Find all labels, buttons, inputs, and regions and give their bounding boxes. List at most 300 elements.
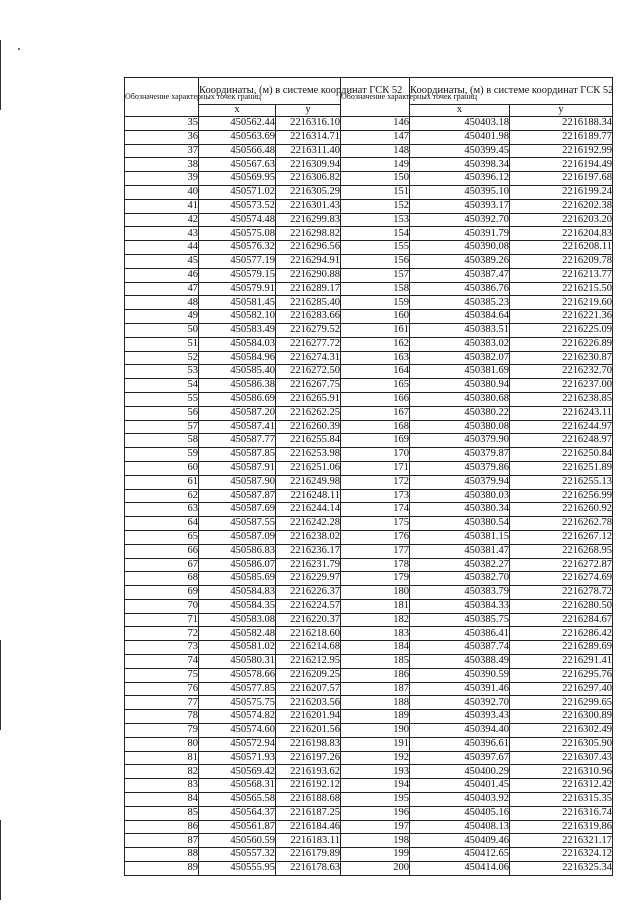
point-number-cell: 160 [341, 310, 410, 324]
y-coordinate-cell: 2216219.60 [510, 296, 613, 310]
x-coordinate-cell: 450405.16 [410, 806, 510, 820]
x-coordinate-cell: 450395.10 [410, 185, 510, 199]
y-coordinate-cell: 2216236.17 [276, 544, 341, 558]
y-coordinate-cell: 2216289.17 [276, 282, 341, 296]
y-coordinate-cell: 2216199.24 [510, 185, 613, 199]
y-coordinate-cell: 2216209.25 [276, 668, 341, 682]
table-row [125, 130, 613, 144]
point-number-cell: 77 [125, 696, 199, 710]
point-number-cell: 181 [341, 599, 410, 613]
y-coordinate-cell: 2216278.72 [510, 586, 613, 600]
point-number-cell: 49 [125, 310, 199, 324]
y-coordinate-cell: 2216267.12 [510, 530, 613, 544]
scan-edge-mark [0, 820, 1, 900]
point-number-cell: 63 [125, 503, 199, 517]
table-row [125, 268, 613, 282]
x-coordinate-cell: 450387.47 [410, 268, 510, 282]
y-coordinate-cell: 2216289.69 [510, 641, 613, 655]
y-coordinate-cell: 2216253.98 [276, 448, 341, 462]
y-coordinate-cell: 2216325.34 [510, 862, 613, 876]
y-coordinate-cell: 2216183.11 [276, 834, 341, 848]
x-coordinate-cell: 450390.08 [410, 241, 510, 255]
point-number-cell: 73 [125, 641, 199, 655]
y-coordinate-cell: 2216208.11 [510, 241, 613, 255]
x-coordinate-cell: 450379.86 [410, 461, 510, 475]
x-coordinate-cell: 450585.40 [199, 365, 276, 379]
table-row [125, 254, 613, 268]
x-coordinate-cell: 450562.44 [199, 117, 276, 131]
point-number-cell: 71 [125, 613, 199, 627]
point-number-cell: 147 [341, 130, 410, 144]
y-coordinate-cell: 2216226.89 [510, 337, 613, 351]
y-coordinate-cell: 2216251.06 [276, 461, 341, 475]
point-number-cell: 177 [341, 544, 410, 558]
y-coordinate-cell: 2216242.28 [276, 517, 341, 531]
x-coordinate-cell: 450400.29 [410, 765, 510, 779]
table-row [125, 489, 613, 503]
x-coordinate-cell: 450567.63 [199, 158, 276, 172]
point-number-cell: 44 [125, 241, 199, 255]
x-coordinate-cell: 450584.83 [199, 586, 276, 600]
table-row [125, 530, 613, 544]
point-number-cell: 192 [341, 751, 410, 765]
y-coordinate-cell: 2216302.49 [510, 724, 613, 738]
y-coordinate-cell: 2216187.25 [276, 806, 341, 820]
table-row [125, 434, 613, 448]
point-number-cell: 80 [125, 737, 199, 751]
point-number-cell: 161 [341, 323, 410, 337]
x-coordinate-cell: 450391.46 [410, 682, 510, 696]
x-coordinate-cell: 450383.02 [410, 337, 510, 351]
x-coordinate-cell: 450381.69 [410, 365, 510, 379]
y-coordinate-cell: 2216203.20 [510, 213, 613, 227]
y-coordinate-cell: 2216231.79 [276, 558, 341, 572]
x-coordinate-cell: 450380.22 [410, 406, 510, 420]
point-number-cell: 162 [341, 337, 410, 351]
x-coordinate-cell: 450379.90 [410, 434, 510, 448]
table-row [125, 503, 613, 517]
y-coordinate-cell: 2216299.83 [276, 213, 341, 227]
y-coordinate-cell: 2216324.12 [510, 848, 613, 862]
x-coordinate-cell: 450564.37 [199, 806, 276, 820]
point-number-cell: 51 [125, 337, 199, 351]
x-coordinate-cell: 450383.79 [410, 586, 510, 600]
y-coordinate-cell: 2216221.36 [510, 310, 613, 324]
y-coordinate-cell: 2216277.72 [276, 337, 341, 351]
point-designation-header: Обозначение характерных точек границ [125, 78, 199, 117]
y-coordinate-cell: 2216314.71 [276, 130, 341, 144]
point-number-cell: 194 [341, 779, 410, 793]
x-coordinate-cell: 450584.03 [199, 337, 276, 351]
table-body [125, 117, 613, 876]
x-coordinate-cell: 450557.32 [199, 848, 276, 862]
y-coordinate-cell: 2216285.40 [276, 296, 341, 310]
coordinates-group-header: Координаты, (м) в системе координат ГСК 52 [410, 78, 613, 105]
table-row [125, 117, 613, 131]
y-coordinate-cell: 2216256.99 [510, 489, 613, 503]
point-number-cell: 38 [125, 158, 199, 172]
point-number-cell: 166 [341, 392, 410, 406]
y-coordinate-cell: 2216262.78 [510, 517, 613, 531]
point-number-cell: 167 [341, 406, 410, 420]
point-number-cell: 58 [125, 434, 199, 448]
y-coordinate-cell: 2216244.14 [276, 503, 341, 517]
y-coordinate-cell: 2216215.50 [510, 282, 613, 296]
y-coordinate-cell: 2216230.87 [510, 351, 613, 365]
table-row [125, 144, 613, 158]
point-number-cell: 66 [125, 544, 199, 558]
x-coordinate-cell: 450384.33 [410, 599, 510, 613]
y-coordinate-cell: 2216280.50 [510, 599, 613, 613]
scan-speck [18, 48, 20, 50]
table-row [125, 572, 613, 586]
x-coordinate-cell: 450380.68 [410, 392, 510, 406]
x-coordinate-cell: 450585.69 [199, 572, 276, 586]
y-coordinate-cell: 2216290.88 [276, 268, 341, 282]
table-row [125, 365, 613, 379]
x-coordinate-cell: 450587.85 [199, 448, 276, 462]
point-number-cell: 165 [341, 379, 410, 393]
point-number-cell: 184 [341, 641, 410, 655]
x-coordinate-cell: 450587.87 [199, 489, 276, 503]
x-coordinate-cell: 450575.75 [199, 696, 276, 710]
point-number-cell: 48 [125, 296, 199, 310]
point-number-cell: 88 [125, 848, 199, 862]
x-coordinate-cell: 450388.49 [410, 655, 510, 669]
point-number-cell: 40 [125, 185, 199, 199]
point-number-cell: 41 [125, 199, 199, 213]
x-coordinate-cell: 450409.46 [410, 834, 510, 848]
x-coordinate-cell: 450401.98 [410, 130, 510, 144]
point-number-cell: 81 [125, 751, 199, 765]
point-number-cell: 76 [125, 682, 199, 696]
x-coordinate-cell: 450384.64 [410, 310, 510, 324]
y-coordinate-cell: 2216209.78 [510, 254, 613, 268]
table-row [125, 448, 613, 462]
point-number-cell: 176 [341, 530, 410, 544]
point-number-cell: 65 [125, 530, 199, 544]
table-row [125, 806, 613, 820]
y-coordinate-cell: 2216265.91 [276, 392, 341, 406]
point-number-cell: 197 [341, 820, 410, 834]
x-coordinate-cell: 450581.45 [199, 296, 276, 310]
y-coordinate-cell: 2216283.66 [276, 310, 341, 324]
point-number-cell: 185 [341, 655, 410, 669]
point-number-cell: 54 [125, 379, 199, 393]
point-number-cell: 42 [125, 213, 199, 227]
point-number-cell: 56 [125, 406, 199, 420]
point-number-cell: 61 [125, 475, 199, 489]
table-row [125, 406, 613, 420]
x-coordinate-cell: 450586.69 [199, 392, 276, 406]
x-coordinate-cell: 450587.90 [199, 475, 276, 489]
x-coordinate-cell: 450391.79 [410, 227, 510, 241]
point-number-cell: 146 [341, 117, 410, 131]
y-coordinate-cell: 2216193.62 [276, 765, 341, 779]
point-number-cell: 168 [341, 420, 410, 434]
y-coordinate-cell: 2216194.49 [510, 158, 613, 172]
x-coordinate-cell: 450583.49 [199, 323, 276, 337]
y-coordinate-cell: 2216201.94 [276, 710, 341, 724]
y-coordinate-cell: 2216184.46 [276, 820, 341, 834]
table-row [125, 724, 613, 738]
y-coordinate-cell: 2216319.86 [510, 820, 613, 834]
point-number-cell: 45 [125, 254, 199, 268]
x-coordinate-cell: 450587.09 [199, 530, 276, 544]
point-number-cell: 159 [341, 296, 410, 310]
table-row [125, 737, 613, 751]
table-row [125, 241, 613, 255]
y-coordinate-cell: 2216188.68 [276, 793, 341, 807]
point-number-cell: 156 [341, 254, 410, 268]
point-number-cell: 153 [341, 213, 410, 227]
x-coordinate-cell: 450566.48 [199, 144, 276, 158]
point-number-cell: 57 [125, 420, 199, 434]
y-coordinate-cell: 2216188.34 [510, 117, 613, 131]
y-coordinate-cell: 2216202.38 [510, 199, 613, 213]
point-number-cell: 148 [341, 144, 410, 158]
point-number-cell: 70 [125, 599, 199, 613]
table-row [125, 751, 613, 765]
y-coordinate-cell: 2216237.00 [510, 379, 613, 393]
y-coordinate-cell: 2216305.90 [510, 737, 613, 751]
x-coordinate-cell: 450393.17 [410, 199, 510, 213]
point-number-cell: 50 [125, 323, 199, 337]
y-coordinate-cell: 2216198.83 [276, 737, 341, 751]
coordinates-group-header: Координаты, (м) в системе координат ГСК 52 [199, 78, 341, 105]
x-coordinate-cell: 450587.91 [199, 461, 276, 475]
y-coordinate-cell: 2216301.43 [276, 199, 341, 213]
x-coordinate-cell: 450583.08 [199, 613, 276, 627]
table-row [125, 641, 613, 655]
x-coordinate-cell: 450587.69 [199, 503, 276, 517]
table-row [125, 599, 613, 613]
x-coordinate-cell: 450586.83 [199, 544, 276, 558]
x-coordinate-cell: 450399.45 [410, 144, 510, 158]
x-coordinate-cell: 450383.51 [410, 323, 510, 337]
point-number-cell: 64 [125, 517, 199, 531]
point-number-cell: 182 [341, 613, 410, 627]
y-coordinate-cell: 2216192.99 [510, 144, 613, 158]
y-coordinate-cell: 2216225.09 [510, 323, 613, 337]
y-coordinate-cell: 2216192.12 [276, 779, 341, 793]
table-row [125, 765, 613, 779]
y-coordinate-cell: 2216232.70 [510, 365, 613, 379]
table-row [125, 172, 613, 186]
table-row [125, 558, 613, 572]
x-coordinate-cell: 450571.02 [199, 185, 276, 199]
point-number-cell: 47 [125, 282, 199, 296]
x-coordinate-cell: 450380.34 [410, 503, 510, 517]
x-coordinate-cell: 450396.61 [410, 737, 510, 751]
point-number-cell: 68 [125, 572, 199, 586]
y-coordinate-cell: 2216295.76 [510, 668, 613, 682]
point-number-cell: 163 [341, 351, 410, 365]
point-number-cell: 74 [125, 655, 199, 669]
table-row [125, 420, 613, 434]
x-coordinate-cell: 450382.70 [410, 572, 510, 586]
point-number-cell: 53 [125, 365, 199, 379]
point-number-cell: 173 [341, 489, 410, 503]
y-coordinate-cell: 2216224.57 [276, 599, 341, 613]
table-row [125, 337, 613, 351]
x-coordinate-cell: 450580.31 [199, 655, 276, 669]
point-number-cell: 195 [341, 793, 410, 807]
y-coordinate-cell: 2216306.82 [276, 172, 341, 186]
y-coordinate-cell: 2216212.95 [276, 655, 341, 669]
x-coordinate-cell: 450380.94 [410, 379, 510, 393]
x-coordinate-cell: 450577.85 [199, 682, 276, 696]
x-coordinate-cell: 450568.31 [199, 779, 276, 793]
table-row [125, 392, 613, 406]
table-row [125, 185, 613, 199]
x-coordinate-cell: 450408.13 [410, 820, 510, 834]
point-number-cell: 79 [125, 724, 199, 738]
point-number-cell: 191 [341, 737, 410, 751]
y-column-header: y [276, 105, 341, 117]
x-coordinate-cell: 450575.08 [199, 227, 276, 241]
table-row [125, 475, 613, 489]
x-coordinate-cell: 450392.70 [410, 696, 510, 710]
y-coordinate-cell: 2216284.67 [510, 613, 613, 627]
x-coordinate-cell: 450565.58 [199, 793, 276, 807]
y-coordinate-cell: 2216255.84 [276, 434, 341, 448]
point-number-cell: 67 [125, 558, 199, 572]
x-coordinate-cell: 450396.12 [410, 172, 510, 186]
x-coordinate-cell: 450381.47 [410, 544, 510, 558]
y-coordinate-cell: 2216203.56 [276, 696, 341, 710]
point-number-cell: 190 [341, 724, 410, 738]
y-coordinate-cell: 2216220.37 [276, 613, 341, 627]
y-coordinate-cell: 2216260.92 [510, 503, 613, 517]
table-row [125, 544, 613, 558]
y-coordinate-cell: 2216260.39 [276, 420, 341, 434]
y-coordinate-cell: 2216312.42 [510, 779, 613, 793]
y-coordinate-cell: 2216294.91 [276, 254, 341, 268]
point-number-cell: 84 [125, 793, 199, 807]
point-number-cell: 83 [125, 779, 199, 793]
y-coordinate-cell: 2216286.42 [510, 627, 613, 641]
x-coordinate-cell: 450569.95 [199, 172, 276, 186]
y-coordinate-cell: 2216267.75 [276, 379, 341, 393]
y-coordinate-cell: 2216279.52 [276, 323, 341, 337]
x-coordinate-cell: 450403.92 [410, 793, 510, 807]
point-number-cell: 87 [125, 834, 199, 848]
y-coordinate-cell: 2216238.85 [510, 392, 613, 406]
y-coordinate-cell: 2216274.69 [510, 572, 613, 586]
y-coordinate-cell: 2216197.68 [510, 172, 613, 186]
table-row [125, 848, 613, 862]
point-number-cell: 188 [341, 696, 410, 710]
y-coordinate-cell: 2216268.95 [510, 544, 613, 558]
table-row [125, 158, 613, 172]
x-coordinate-cell: 450387.74 [410, 641, 510, 655]
x-coordinate-cell: 450577.19 [199, 254, 276, 268]
x-coordinate-cell: 450574.82 [199, 710, 276, 724]
y-coordinate-cell: 2216243.11 [510, 406, 613, 420]
point-number-cell: 35 [125, 117, 199, 131]
x-coordinate-cell: 450381.15 [410, 530, 510, 544]
point-number-cell: 150 [341, 172, 410, 186]
point-number-cell: 178 [341, 558, 410, 572]
y-coordinate-cell: 2216226.37 [276, 586, 341, 600]
table-row [125, 655, 613, 669]
point-number-cell: 169 [341, 434, 410, 448]
point-number-cell: 46 [125, 268, 199, 282]
y-coordinate-cell: 2216309.94 [276, 158, 341, 172]
x-coordinate-cell: 450574.60 [199, 724, 276, 738]
table-row [125, 296, 613, 310]
y-coordinate-cell: 2216179.89 [276, 848, 341, 862]
table-row [125, 517, 613, 531]
y-coordinate-cell: 2216197.26 [276, 751, 341, 765]
table-row [125, 199, 613, 213]
table-row [125, 310, 613, 324]
y-coordinate-cell: 2216305.29 [276, 185, 341, 199]
x-coordinate-cell: 450380.08 [410, 420, 510, 434]
point-number-cell: 164 [341, 365, 410, 379]
x-coordinate-cell: 450414.06 [410, 862, 510, 876]
table-row [125, 379, 613, 393]
y-coordinate-cell: 2216255.13 [510, 475, 613, 489]
x-coordinate-cell: 450389.26 [410, 254, 510, 268]
x-coordinate-cell: 450561.87 [199, 820, 276, 834]
x-coordinate-cell: 450379.94 [410, 475, 510, 489]
x-coordinate-cell: 450571.93 [199, 751, 276, 765]
table-row [125, 586, 613, 600]
point-number-cell: 85 [125, 806, 199, 820]
y-coordinate-cell: 2216238.02 [276, 530, 341, 544]
point-number-cell: 189 [341, 710, 410, 724]
x-coordinate-cell: 450563.69 [199, 130, 276, 144]
x-coordinate-cell: 450587.41 [199, 420, 276, 434]
point-number-cell: 158 [341, 282, 410, 296]
x-coordinate-cell: 450579.15 [199, 268, 276, 282]
x-coordinate-cell: 450386.41 [410, 627, 510, 641]
y-coordinate-cell: 2216251.89 [510, 461, 613, 475]
coordinates-table [124, 77, 613, 876]
y-coordinate-cell: 2216321.17 [510, 834, 613, 848]
x-coordinate-cell: 450584.35 [199, 599, 276, 613]
y-coordinate-cell: 2216315.35 [510, 793, 613, 807]
y-coordinate-cell: 2216262.25 [276, 406, 341, 420]
point-number-cell: 187 [341, 682, 410, 696]
point-number-cell: 37 [125, 144, 199, 158]
y-coordinate-cell: 2216297.40 [510, 682, 613, 696]
point-number-cell: 69 [125, 586, 199, 600]
x-coordinate-cell: 450587.77 [199, 434, 276, 448]
x-coordinate-cell: 450582.48 [199, 627, 276, 641]
x-coordinate-cell: 450587.55 [199, 517, 276, 531]
point-number-cell: 157 [341, 268, 410, 282]
table-row [125, 710, 613, 724]
y-coordinate-cell: 2216311.40 [276, 144, 341, 158]
point-number-cell: 75 [125, 668, 199, 682]
x-coordinate-cell: 450412.65 [410, 848, 510, 862]
y-coordinate-cell: 2216213.77 [510, 268, 613, 282]
table-row [125, 282, 613, 296]
table-row [125, 323, 613, 337]
x-coordinate-cell: 450380.03 [410, 489, 510, 503]
point-number-cell: 171 [341, 461, 410, 475]
y-coordinate-cell: 2216204.83 [510, 227, 613, 241]
scan-edge-mark [0, 40, 1, 110]
x-coordinate-cell: 450385.75 [410, 613, 510, 627]
point-number-cell: 172 [341, 475, 410, 489]
table-row [125, 668, 613, 682]
point-number-cell: 72 [125, 627, 199, 641]
x-coordinate-cell: 450582.10 [199, 310, 276, 324]
